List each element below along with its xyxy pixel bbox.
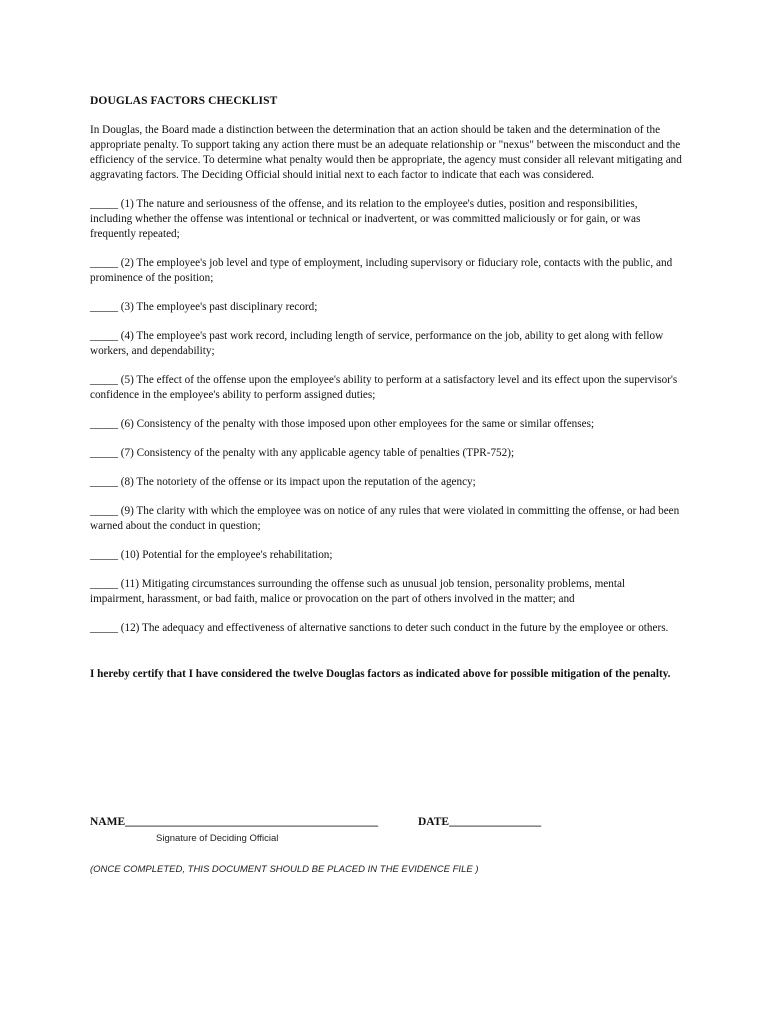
name-signature-line[interactable]: NAME____________________________________________ — [90, 816, 379, 828]
factor-text: (9) The clarity with which the employee was on notice of any rules that were violated in committing the offense, or had been warned about the conduct in question; — [90, 505, 680, 532]
factor-text: (4) The employee's past work record, including length of service, performance on the job, ability to get along with fellow workers, and dependability; — [90, 330, 664, 357]
factor-text: (12) The adequacy and effectiveness of alternative sanctions to deter such conduct in the future by the employee or others. — [120, 622, 669, 634]
factor-text: (1) The nature and seriousness of the offense, and its relation to the employee's duties, position and responsibilities, including whether the offense was intentional or technical or inadvertent, or was committed maliciously or for gain, or was frequently repeated; — [90, 198, 641, 240]
factor-text: (8) The notoriety of the offense or its impact upon the reputation of the agency; — [120, 476, 476, 488]
intro-paragraph: In Douglas, the Board made a distinction between the determination that an action should be taken and the determination of the appropriate penalty. To support taking any action there must be an adequate relationship or "nexus" between the misconduct and the efficiency of the service. To determine what penalty would then be appropriate, the agency must consider all relevant mitigating and aggravating factors. The Deciding Official should initial next to each factor to indicate that each was considered. — [90, 124, 682, 181]
factor-text: (2) The employee's job level and type of employment, including supervisory or fiduciary role, contacts with the public, and prominence of the position; — [90, 257, 673, 284]
factor-2 — [90, 256, 682, 286]
document-title: DOUGLAS FACTORS CHECKLIST — [90, 95, 278, 107]
evidence-file-note: (ONCE COMPLETED, THIS DOCUMENT SHOULD BE PLACED IN THE EVIDENCE FILE ) — [90, 864, 479, 875]
initial-blank[interactable]: _____ — [90, 622, 118, 634]
certification-statement: I hereby certify that I have considered the twelve Douglas factors as indicated above for possible mitigation of the penalty. — [90, 668, 671, 680]
initial-blank[interactable]: _____ — [90, 301, 118, 313]
initial-blank[interactable]: _____ — [90, 330, 118, 342]
factor-5 — [90, 373, 682, 403]
initial-blank[interactable]: _____ — [90, 505, 118, 517]
factor-text: (10) Potential for the employee's rehabilitation; — [120, 549, 333, 561]
initial-blank[interactable]: _____ — [90, 476, 118, 488]
document-page — [90, 94, 682, 875]
factor-10 — [90, 548, 682, 563]
factor-4 — [90, 329, 682, 359]
factor-12 — [90, 621, 682, 636]
initial-blank[interactable]: _____ — [90, 374, 118, 386]
initial-blank[interactable]: _____ — [90, 257, 118, 269]
factor-11 — [90, 577, 682, 607]
factor-1 — [90, 197, 682, 242]
factor-text: (11) Mitigating circumstances surrounding the offense such as unusual job tension, personality problems, mental impairment, harassment, or bad faith, malice or provocation on the part of others involved in the matter; and — [90, 578, 626, 605]
signature-caption: Signature of Deciding Official — [156, 833, 279, 844]
initial-blank[interactable]: _____ — [90, 418, 118, 430]
factor-8 — [90, 475, 682, 490]
factor-6 — [90, 417, 682, 432]
factor-text: (6) Consistency of the penalty with those imposed upon other employees for the same or similar offenses; — [120, 418, 595, 430]
initial-blank[interactable]: _____ — [90, 549, 118, 561]
factor-9 — [90, 504, 682, 534]
factor-text: (3) The employee's past disciplinary record; — [120, 301, 318, 313]
initial-blank[interactable]: _____ — [90, 578, 118, 590]
date-line[interactable]: DATE________________ — [418, 816, 542, 828]
factor-text: (7) Consistency of the penalty with any applicable agency table of penalties (TPR-752); — [120, 447, 515, 459]
factor-3 — [90, 300, 682, 315]
initial-blank[interactable]: _____ — [90, 198, 118, 210]
factor-text: (5) The effect of the offense upon the employee's ability to perform at a satisfactory level and its effect upon the supervisor's confidence in the employee's ability to perform assigned duties; — [90, 374, 678, 401]
factor-7 — [90, 446, 682, 461]
initial-blank[interactable]: _____ — [90, 447, 118, 459]
